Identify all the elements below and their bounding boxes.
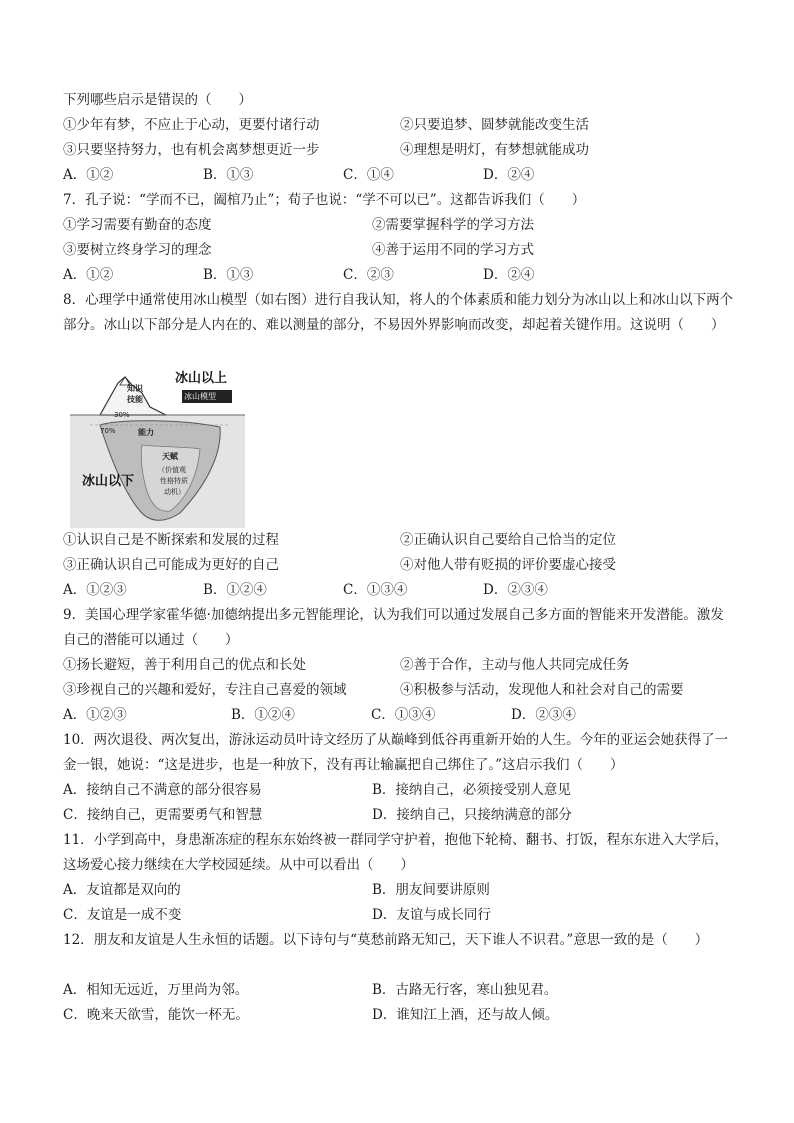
talent-label: 天赋 bbox=[162, 452, 178, 461]
pct-30-label: 30% bbox=[114, 411, 130, 419]
q9-stem: 9．美国心理学家霍华德·加德纳提出多元智能理论，认为我们可以通过发展自己多方面的智能来开发潜能。激发自己的潜能可以通过（ ） bbox=[63, 607, 724, 648]
q7-option-c[interactable]: C．②③ bbox=[343, 267, 394, 283]
q6-option-c[interactable]: C．①④ bbox=[343, 167, 394, 183]
q12-option-a[interactable]: A．相知无远近，万里尚为邻。 bbox=[63, 982, 249, 998]
talent-detail-2: 性格特质 bbox=[160, 477, 188, 485]
q7-statement-2: ②需要掌握科学的学习方法 bbox=[372, 217, 534, 233]
knowledge-label: 知识 bbox=[127, 384, 143, 393]
q9-statement-3: ③珍视自己的兴趣和爱好，专注自己喜爱的领域 bbox=[63, 682, 347, 698]
q11-option-d[interactable]: D．友谊与成长同行 bbox=[372, 907, 491, 923]
q9-option-c[interactable]: C．①③④ bbox=[371, 707, 436, 723]
talent-detail-3: 动机） bbox=[164, 488, 185, 496]
q7-stem: 7．孔子说：“学而不已，阖棺乃止”；荀子也说：“学不可以已”。这都告诉我们（ ） bbox=[63, 192, 586, 208]
q12-stem: 12．朋友和友谊是人生永恒的话题。以下诗句与“莫愁前路无知己，天下谁人不识君。”意思一致的是（ ） bbox=[63, 932, 709, 948]
q7-option-d[interactable]: D．②④ bbox=[483, 267, 535, 283]
q8-option-b[interactable]: B．①②④ bbox=[203, 582, 267, 598]
q9-statement-2: ②善于合作，主动与他人共同完成任务 bbox=[400, 657, 630, 673]
q12-option-b[interactable]: B．古路无行客，寒山独见君。 bbox=[372, 982, 558, 998]
iceberg-illustration bbox=[70, 363, 245, 528]
q9-statement-4: ④积极参与活动，发现他人和社会对自己的需要 bbox=[400, 682, 684, 698]
q12-option-d[interactable]: D．谁知江上酒，还与故人倾。 bbox=[372, 1007, 559, 1023]
q6-statement-3: ③只要坚持努力，也有机会离梦想更近一步 bbox=[63, 142, 320, 158]
q7-option-b[interactable]: B．①③ bbox=[203, 267, 254, 283]
skill-label: 技能 bbox=[127, 395, 143, 404]
q7-statement-3: ③要树立终身学习的理念 bbox=[63, 242, 212, 258]
q6-statement-4: ④理想是明灯，有梦想就能成功 bbox=[400, 142, 589, 158]
iceberg-above-label: 冰山以上 bbox=[175, 371, 228, 386]
q8-statement-1: ①认识自己是不断探索和发展的过程 bbox=[63, 532, 279, 548]
ability-label: 能力 bbox=[138, 428, 154, 437]
q11-option-a[interactable]: A．友谊都是双向的 bbox=[63, 882, 181, 898]
q8-option-a[interactable]: A．①②③ bbox=[63, 582, 127, 598]
q12-option-c[interactable]: C．晚来天欲雪，能饮一杯无。 bbox=[63, 1007, 249, 1023]
q8-statement-3: ③正确认识自己可能成为更好的自己 bbox=[63, 557, 279, 573]
q10-option-a[interactable]: A．接纳自己不满意的部分很容易 bbox=[63, 782, 262, 798]
q8-option-c[interactable]: C．①③④ bbox=[343, 582, 408, 598]
q8-option-d[interactable]: D．②③④ bbox=[483, 582, 548, 598]
q6-stem: 下列哪些启示是错误的（ ） bbox=[63, 92, 252, 108]
q11-option-c[interactable]: C．友谊是一成不变 bbox=[63, 907, 182, 923]
talent-detail-1: （价值观 bbox=[158, 466, 186, 474]
iceberg-model-figure bbox=[70, 363, 245, 528]
q10-option-c[interactable]: C．接纳自己，更需要勇气和智慧 bbox=[63, 807, 263, 823]
q8-statement-4: ④对他人带有贬损的评价要虚心接受 bbox=[400, 557, 616, 573]
q7-statement-1: ①学习需要有勤奋的态度 bbox=[63, 217, 212, 233]
q10-option-b[interactable]: B．接纳自己，必须接受别人意见 bbox=[372, 782, 571, 798]
q6-option-a[interactable]: A．①② bbox=[63, 167, 114, 183]
q9-option-d[interactable]: D．②③④ bbox=[511, 707, 576, 723]
q6-statement-1: ①少年有梦，不应止于心动，更要付诸行动 bbox=[63, 117, 320, 133]
q7-option-a[interactable]: A．①② bbox=[63, 267, 114, 283]
q6-statement-2: ②只要追梦、圆梦就能改变生活 bbox=[400, 117, 589, 133]
q11-option-b[interactable]: B．朋友间要讲原则 bbox=[372, 882, 490, 898]
q10-option-d[interactable]: D．接纳自己，只接纳满意的部分 bbox=[372, 807, 572, 823]
iceberg-below-label: 冰山以下 bbox=[82, 474, 135, 489]
iceberg-badge-label: 冰山模型 bbox=[184, 392, 216, 401]
q7-statement-4: ④善于运用不同的学习方式 bbox=[372, 242, 534, 258]
q9-statement-1: ①扬长避短，善于利用自己的优点和长处 bbox=[63, 657, 306, 673]
q8-statement-2: ②正确认识自己要给自己恰当的定位 bbox=[400, 532, 616, 548]
q8-stem: 8．心理学中通常使用冰山模型（如右图）进行自我认知，将人的个体素质和能力划分为冰山以上和冰山以下两个部分。冰山以下部分是人内在的、难以测量的部分，不易因外界影响而改变，却起着关键作用。这说明（ ） bbox=[63, 292, 734, 333]
q11-stem: 11．小学到高中，身患渐冻症的程东东始终被一群同学守护着，抱他下轮椅、翻书、打饭，程东东进入大学后，这场爱心接力继续在大学校园延续。从中可以看出（ ） bbox=[63, 832, 729, 873]
q9-option-a[interactable]: A．①②③ bbox=[63, 707, 127, 723]
pct-70-label: 70% bbox=[100, 427, 116, 435]
q6-option-d[interactable]: D．②④ bbox=[483, 167, 535, 183]
q10-stem: 10．两次退役、两次复出，游泳运动员叶诗文经历了从巅峰到低谷再重新开始的人生。今年的亚运会她获得了一金一银，她说：“这是进步，也是一种放下，没有再让输赢把自己绑住了。”这启示我们（ ） bbox=[63, 732, 729, 773]
q6-option-b[interactable]: B．①③ bbox=[203, 167, 254, 183]
q9-option-b[interactable]: B．①②④ bbox=[231, 707, 295, 723]
